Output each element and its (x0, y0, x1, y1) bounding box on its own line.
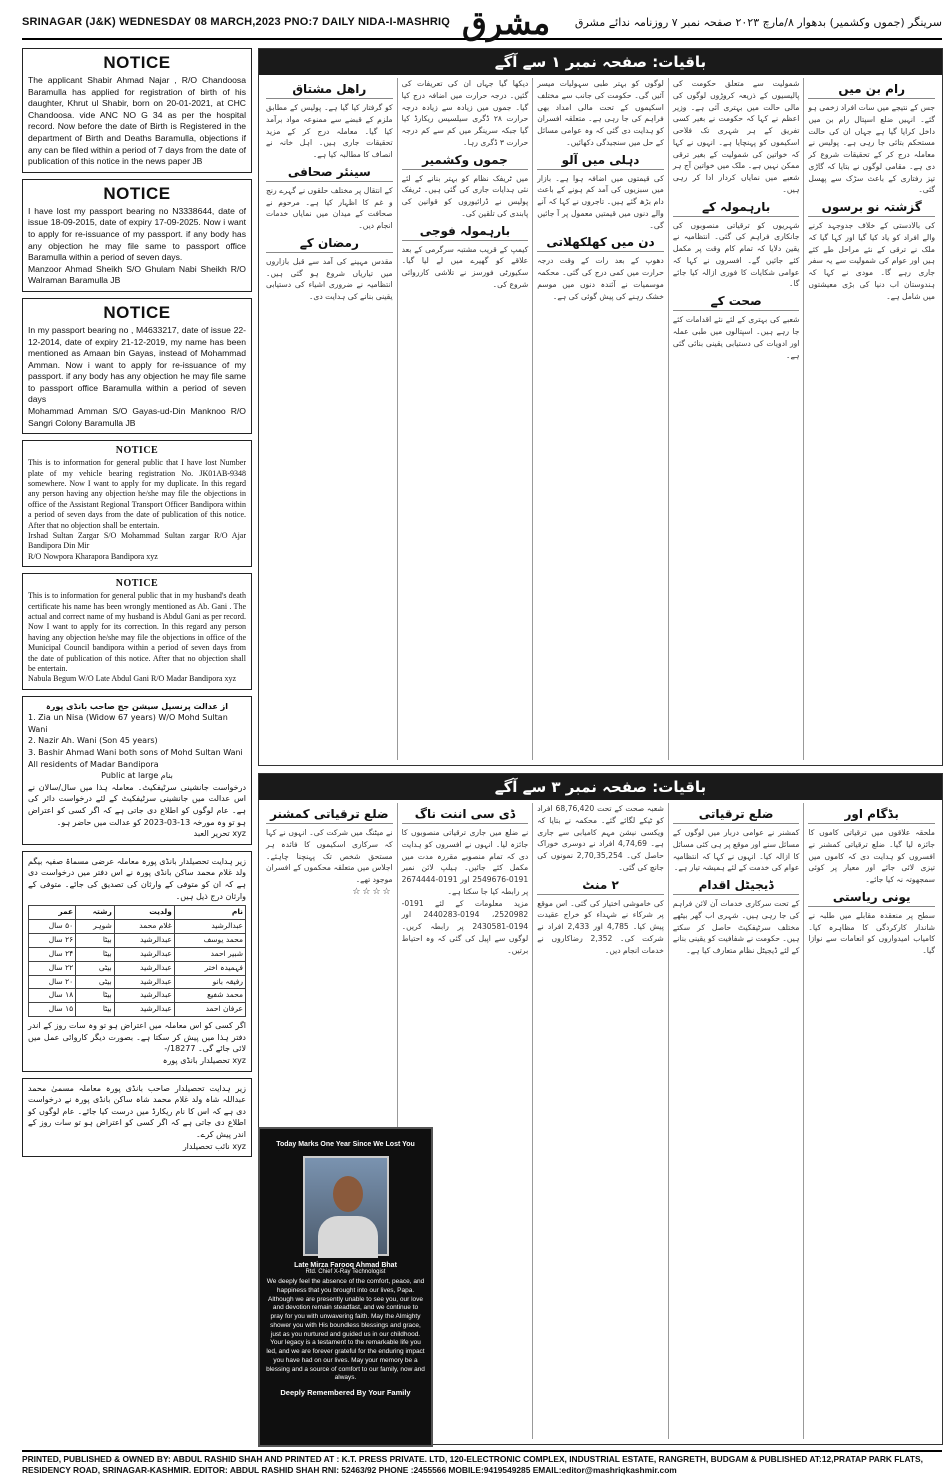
court-notice (22, 696, 252, 845)
article-column (532, 803, 668, 1439)
article-heading: سینئر صحافی (266, 165, 393, 182)
table-row (29, 947, 246, 961)
article-column (262, 78, 397, 760)
notice-body: The applicant Shabir Ahmad Najar , R/O Chandoosa Baramulla has applied for registration of birth of his daughter, Khrut ul Shabir, born on 20-01-2021, at CHC Chandoosa. vide ANC NO G 34 as per the hospital record. Now before the date of Birth is Registered in the department of Birth and Deaths Baramulla, objections if any can be filed within a period of 7 days from the date of publication of this notice in the news paper JB (28, 75, 246, 167)
cell: ۱۸ سال (29, 989, 76, 1003)
cell: رفیقہ بانو (174, 975, 245, 989)
cell: بیٹا (76, 933, 115, 947)
table-row (29, 989, 246, 1003)
table-row (29, 1003, 246, 1017)
cell: غلام محمد (114, 920, 174, 934)
article-heading: ڈیجیٹل اقدام (673, 878, 800, 895)
court-notice-vs: بنام Public at large (101, 771, 173, 781)
article-column (532, 78, 668, 760)
article-text: کیمپ کے قریب مشتبہ سرگرمی کے بعد علاقے کو گھیرے میں لے لیا گیا۔ سکیورٹی فورسز نے تلاشی کارروائی شروع کی۔ (401, 244, 529, 289)
section-banner: باقیات: صفحہ نمبر ۱ سے آگے (259, 49, 942, 75)
tehsildar-notice-2-signature: xyz نائب تحصیلدار (182, 1141, 246, 1151)
article-text: دھوپ کے بعد رات کے وقت درجہ حرارت میں کمی درج کی گئی۔ محکمہ موسمیات نے آئندہ دنوں میں موسم خشک رہنے کی پیش گوئی کی ہے۔ (537, 256, 664, 301)
tehsildar-notice-signature: xyz تحصیلدار بانڈی پورہ (162, 1055, 246, 1065)
article-text: مقدس مہینے کی آمد سے قبل بازاروں میں تیاریاں شروع ہو گئی ہیں۔ انتظامیہ نے ضروری اشیاء کی دستیابی یقینی بنانے کی ہدایت دی۔ (266, 256, 393, 302)
notice-title: NOTICE (103, 183, 171, 203)
article-text: کمشنر نے عوامی دربار میں لوگوں کے مسائل سنے اور موقع پر ہی کئی مسائل کا ازالہ کیا۔ انہوں نے کہا کہ انتظامیہ عوام کی خدمت کے لئے ہمیشہ تیار ہے۔ (672, 828, 800, 873)
cell: عرفان احمد (174, 1003, 245, 1017)
cell: بیٹا (76, 989, 115, 1003)
cell: بیٹا (76, 947, 115, 961)
cell: فہمیدہ اختر (174, 961, 245, 975)
notice-death-certificate (22, 573, 252, 690)
article-heading: ضلع ترقیاتی (673, 807, 800, 824)
notice-birth-registration (22, 48, 252, 173)
notice-body: In my passport bearing no , M4633217, date of issue 22-12-2014, date of expiry 21-12-2019, my name has been mentioned as Amaan bin Gayas, instead of Mohammad Amman. Now i want to apply for re-issuance of my passport. if any body has any objection he may file same to passport office Baramulla within a period of seven days (28, 324, 246, 405)
masthead-urdu-dateline: سرینگر (جموں وکشمیر) بدھوار ۸/مارچ ۲۰۲۳ صفحہ نمبر ۷ روزنامہ ندائے مشرق (574, 16, 942, 29)
cell: عبدالرشید (114, 1003, 174, 1017)
court-notice-signature: xyz تحریر العبد (193, 829, 246, 839)
notice-title: NOTICE (115, 445, 159, 457)
article-heading: رمضان کے (266, 236, 393, 253)
article-heading: دن میں کھلکھلاتی (537, 235, 664, 252)
notice-passport-lost (22, 179, 252, 292)
cell: عبدالرشید (114, 933, 174, 947)
article-heading: ضلع ترقیاتی کمشنر (266, 807, 393, 824)
article-text: کو گرفتار کیا گیا ہے۔ پولیس کے مطابق ملزم کے قبضے سے ممنوعہ مواد برآمد کیا گیا۔ معاملہ درج کر کے مزید تحقیقات جاری ہیں۔ اہل خانہ نے انصاف کا مطالبہ کیا ہے۔ (266, 103, 393, 160)
table-row (29, 933, 246, 947)
notice-number-plate (22, 440, 252, 567)
notice-signature: Nabula Begum W/O Late Abdul Gani R/O Madar Bandipora xyz (28, 674, 237, 684)
cell: ۲۴ سال (29, 947, 76, 961)
article-text: دیکھا گیا جہاں ان کی تعریفات کی گئیں۔ درجہ حرارت میں اضافہ درج کیا گیا۔ جموں میں زیادہ سے زیادہ درجہ حرارت ۲۸ ڈگری سیلسیس ریکارڈ کیا گیا جبکہ سرینگر میں کم سے کم درجہ حرارت ۳ ڈگری رہا۔ (401, 79, 529, 147)
tehsildar-notice-2-body: زیر ہدایت تحصیلدار صاحب بانڈی پورہ معاملہ مسمیٰ محمد عبداللہ شاہ ولد غلام محمد شاہ ساکن بانڈی پورہ نے درخواست دی ہے کہ اس کا نام ریکارڈ میں درست کیا جائے۔ عام لوگوں کو اطلاع دی جاتی ہے کہ اگر کسی کو اعتراض ہو تو سات روز کے اندر پیش کرے۔ (28, 1083, 246, 1139)
cell: بیٹی (76, 961, 115, 975)
article-heading: گزشتہ نو برسوں (808, 200, 935, 217)
article-column (668, 803, 804, 1439)
article-columns (259, 75, 942, 763)
cell: عبدالرشید (114, 961, 174, 975)
notice-title: NOTICE (103, 302, 171, 322)
article-text: کے انتقال پر مختلف حلقوں نے گہرے رنج و غم کا اظہار کیا ہے۔ مرحوم نے صحافت کے میدان میں نمایاں خدمات انجام دیں۔ (266, 185, 393, 231)
tehsildar-notice (22, 851, 252, 1072)
court-notice-head: از عدالت پرنسپل سیشن جج صاحب بانڈی پورہ (46, 701, 228, 711)
notice-signature: Mohammad Amman S/O Gayas-ud-Din Manknoo R/O Sangri Colony Baramulla JB (28, 406, 246, 428)
article-heading: ۲ منٹ (537, 878, 664, 895)
obituary-top-line: Today Marks One Year Since We Lost You (276, 1141, 415, 1148)
article-text: کی خاموشی اختیار کی گئی۔ اس موقع پر شرکاء نے شہداء کو خراج عقیدت پیش کیا۔ 4,785 اور 2,433 افراد نے شرکت کی۔ 2,352 رضاکاروں نے خدمات انجام دیں۔ (537, 898, 664, 955)
notice-body: This is to information for general public that I have lost Number plate of my vehicle bearing registration No. JK01AB-9348 somewhere. Now I want to apply for my duplicate. In this regard any person having any objection he/she may file the objections in office of the Assistant Regional Transport Officer Bandipora within a period of seven days from the date of publication of this notice. After that no objection shall be entertain. (28, 458, 246, 530)
cell: شوہر (76, 920, 115, 934)
cell: بیٹا (76, 1003, 115, 1017)
article-text: لوگوں کو بہتر طبی سہولیات میسر آئیں گی۔ حکومت کی جانب سے مختلف اسکیموں کے تحت مالی امداد بھی فراہم کی جا رہی ہے۔ متعلقہ افسران کو ہدایت دی گئی کہ وہ عوامی مسائل کے حل میں سنجیدگی دکھائیں۔ (537, 79, 664, 147)
article-text: میں ٹریفک نظام کو بہتر بنانے کے لئے نئی ہدایات جاری کی گئی ہیں۔ ٹریفک پولیس نے ڈرائیوروں کو قوانین کی پابندی کی تلقین کی۔ (401, 173, 529, 218)
article-text: کے تحت سرکاری خدمات آن لائن فراہم کی جا رہی ہیں۔ شہری اب گھر بیٹھے مختلف سرٹیفکیٹ حاصل کر سکتے ہیں۔ حکومت نے شفافیت کو یقینی بنانے کے لئے ڈیجیٹل نظام متعارف کیا ہے۔ (672, 899, 800, 956)
continuations-section-page1 (258, 48, 943, 766)
cell: ۲۲ سال (29, 961, 76, 975)
heirs-col-relation: رشتہ (76, 906, 115, 920)
article-heading: جموں وکشمیر (402, 153, 529, 170)
obituary-footer: Deeply Remembered By Your Family (280, 1388, 411, 1398)
table-row (29, 961, 246, 975)
article-text: کی بالادستی کے خلاف جدوجہد کرنے والے افراد کو یاد کیا گیا اور کہا گیا کہ ملک نے ترقی کے نئے مراحل طے کئے ہیں اور عوام کی شمولیت سے یہ سفر جاری رہے گا۔ مودی نے کہا کہ ہندوستان اب دنیا کی بڑی معیشتوں میں شامل ہے۔ (808, 221, 935, 301)
article-text: شعبے کی بہتری کے لئے نئے اقدامات کئے جا رہے ہیں۔ اسپتالوں میں طبی عملہ اور ادویات کی دستیابی یقینی بنائی گئی ہے۔ (672, 315, 800, 360)
cell: محمد یوسف (174, 933, 245, 947)
cell: عبدالرشید (114, 989, 174, 1003)
masthead-dateline: SRINAGAR (J&K) WEDNESDAY 08 MARCH,2023 PNO:7 DAILY NIDA-I-MASHRIQ (22, 16, 451, 28)
heirs-col-age: عمر (29, 906, 76, 920)
heirs-col-father: ولدیت (114, 906, 174, 920)
classifieds-column (22, 48, 252, 1163)
court-notice-name-1: 1. Zia un Nisa (Widow 67 years) W/O Mohd Sultan Wani (28, 713, 228, 734)
portrait-photo (303, 1156, 389, 1256)
cell: ۱۵ سال (29, 1003, 76, 1017)
table-row (29, 975, 246, 989)
notice-title: NOTICE (103, 53, 171, 72)
article-text: سطح پر منعقدہ مقابلے میں طلبہ نے شاندار کارکردگی کا مظاہرہ کیا۔ کامیاب امیدواروں کو انعامات سے نوازا گیا۔ (808, 910, 935, 956)
article-heading: راھل مشتاق (266, 82, 393, 99)
article-column (668, 78, 804, 760)
imprint-footer: PRINTED, PUBLISHED & OWNED BY: ABDUL RASHID SHAH AND PRINTED AT : K.T. PRESS PRIVATE. LTD, 120-ELECTRONIC COMPLEX, INDUSTRIAL ESTATE, RANGRETH, BUDGAM & PUBLISHED AT:12,PRATAP PARK FLATS, RESIDENCY ROAD, SRINAGAR-KASHMIR. EDITOR: ABDUL RASHID SHAH RNI: 52463/92 PHONE :2455566 MOBILE:9419549285 EMAIL:editor@mashriqkashmir.com (22, 1450, 942, 1477)
notice-title: NOTICE (115, 578, 159, 590)
article-heading: بڈگام اور (808, 807, 935, 824)
article-column (803, 803, 939, 1439)
notice-signature: Irshad Sultan Zargar S/O Mohammad Sultan zargar R/O Ajar Bandipora Din Mir R/O Nowpora Kharapora Bandipora xyz (28, 530, 246, 561)
obituary-message: We deeply feel the absence of the comfort, peace, and happiness that you brought into our lives, Papa. Although we are presently unable to see you, our love and devotion remain steadfast, and we continue to pray for you with unwavering faith. May the Almighty shower you with His boundless blessings and grace, just as you nurtured and guided us in our childhood. Your legacy is a testament to the remarkable life you led, and we are forever grateful for the enduring impact you have had on our lives. May your memory be a blessing and a source of comfort to our family, now and always. (266, 1278, 425, 1382)
article-heading: رام بن میں (808, 82, 935, 99)
notice-signature: Manzoor Ahmad Sheikh S/O Ghulam Nabi Sheikh R/O Walraman Baramulla JB (28, 263, 246, 286)
tehsildar-notice-body: زیر ہدایت تحصیلدار بانڈی پورہ معاملہ عرضی مسماۃ صفیہ بیگم ولد غلام محمد ساکن بانڈی پورہ نے اس دفتر میں درخواست دی ہے کہ ان کو متوفی کے وارثان کی تصدیق کی جائے۔ متوفی کے وارثان درج ذیل ہیں۔ (28, 856, 246, 901)
article-text: مزید معلومات کے لئے 0191-2520982، 0194-2440283 اور 0194-2430581 پر رابطہ کریں۔ لوگوں سے اپیل کی گئی کہ وہ احتیاط برتیں۔ (401, 898, 529, 955)
cell: عبدالرشید (114, 975, 174, 989)
notice-passport-name (22, 298, 252, 434)
article-text: کی قیمتوں میں اضافہ ہوا ہے۔ بازار میں سبزیوں کی آمد کم ہونے کے باعث دام بڑھ گئے ہیں۔ تاجروں نے کہا کہ آنے والے دنوں میں قیمتیں معمول پر آ جائیں گی۔ (537, 173, 664, 230)
cell: عبدالرشید (114, 947, 174, 961)
court-notice-name-3: 3. Bashir Ahmad Wani both sons of Mohd Sultan Wani All residents of Madar Bandipora (28, 748, 243, 769)
portrait-head (333, 1176, 363, 1212)
table-row (29, 920, 246, 934)
article-text: شعبہ صحت کے تحت 68,76,420 افراد کو ٹیکے لگائے گئے۔ محکمہ نے بتایا کہ ویکسی نیشن مہم کامیابی سے جاری ہے۔ 4,74,69 افراد نے دوسری خوراک حاصل کی۔ 2,70,35,254 نمونوں کی جانچ کی گئی۔ (537, 804, 664, 872)
obituary-role: Rtd. Chief X-Ray Technologist (305, 1269, 386, 1275)
heirs-table (28, 905, 246, 1017)
article-heading: صحت کے (673, 294, 800, 311)
tehsildar-notice-tail: اگر کسی کو اس معاملہ میں اعتراض ہو تو وہ سات روز کے اندر دفتر ہذا میں پیش کر سکتا ہے۔ بصورت دیگر کاروائی عمل میں لائی جائے گی۔ 18277/- (28, 1021, 246, 1054)
tehsildar-notice-2 (22, 1078, 252, 1158)
portrait-body (318, 1216, 378, 1258)
article-heading: بارہمولہ کے (673, 200, 800, 217)
court-notice-name-2: 2. Nazir Ah. Wani (Son 45 years) (28, 736, 158, 746)
section-banner: باقیات: صفحہ نمبر ۳ سے آگے (259, 774, 942, 800)
article-column (803, 78, 939, 760)
article-heading: یونی ریاستی (808, 890, 935, 907)
cell: ۲۰ سال (29, 975, 76, 989)
notice-body: I have lost my passport bearing no N3338644, date of issue 18-09-2015, date of expiry 17-09-2025. Now i want to apply for re-issuance of my passport. if any body has any objection he may file same to passport office Baramulla within a period of seven days. (28, 205, 246, 263)
cell: ۲۶ سال (29, 933, 76, 947)
cell: بیٹی (76, 975, 115, 989)
article-text: شہریوں کو ترقیاتی منصوبوں کی جانکاری فراہم کی گئی۔ انتظامیہ نے یقین دلایا کہ تمام کام وقت پر مکمل کئے جائیں گے۔ افسروں نے کہا کہ عوامی شکایات کا فوری ازالہ کیا جائے گا۔ (672, 220, 800, 289)
article-text: ملحقہ علاقوں میں ترقیاتی کاموں کا جائزہ لیا گیا۔ ضلع ترقیاتی کمشنر نے افسروں کو ہدایت دی کہ کاموں میں تیزی لائی جائے اور معیار پر کوئی سمجھوتہ نہ کیا جائے۔ (808, 828, 935, 885)
notice-body: This is to information for general public that in my husband's death certificate his name has been wrongly mentioned as Ab. Gani . The actual and correct name of my husband is Abdul Gani as per record. Now I want to apply for its correction. In this regard any person having any objection he/she may file the objections in office of the Municipal Council bandipora within a period of seven days from the date of publication of this notice. After that no objection shall be entertain. (28, 591, 246, 673)
cell: محمد شفیع (174, 989, 245, 1003)
article-text: جس کے نتیجے میں سات افراد زخمی ہو گئے۔ انہیں ضلع اسپتال رام بن میں داخل کرایا گیا ہے جہاں ان کی حالت مستحکم بتائی جا رہی ہے۔ پولیس نے معاملہ درج کر کے تحقیقات شروع کر دی ہے۔ مقامی لوگوں نے بتایا کہ گاڑی تیز رفتاری کے باعث سڑک سے پھسل گئی۔ (808, 103, 935, 195)
obituary-ad (258, 1127, 433, 1447)
article-heading: دہلی میں آلو (537, 153, 664, 170)
obituary-name: Late Mirza Farooq Ahmad Bhat (294, 1262, 397, 1269)
heirs-col-name: نام (174, 906, 245, 920)
article-text: شمولیت سے متعلق حکومت کی پالیسیوں کے ذریعہ کروڑوں لوگوں کی مالی حالت میں بہتری آئی ہے۔ وزیر اعظم نے کہا کہ حکومت نے بغیر کسی تفریق کے ہر شہری تک فلاحی اسکیموں کو پہنچایا ہے۔ انہوں نے کہا کہ خواتین کی شمولیت کے بغیر ترقی ممکن نہیں ہے۔ ملک میں خواتین آج ہر شعبے میں نمایاں کردار ادا کر رہی ہیں۔ (672, 79, 800, 194)
article-column (397, 78, 533, 760)
star-divider: ☆☆☆☆ (352, 886, 393, 897)
article-heading: ڈی سی اننت ناگ (402, 807, 529, 824)
article-text: نے میٹنگ میں شرکت کی۔ انہوں نے کہا کہ سرکاری اسکیموں کا فائدہ ہر مستحق شخص تک پہنچنا چاہئے۔ اجلاس میں متعلقہ محکموں کے افسران موجود تھے۔ (266, 828, 393, 885)
court-notice-body: درخواست جانشینی سرٹیفکیٹ۔ معاملہ ہذا میں سال/سالان نے اس عدالت میں جانشینی سرٹیفکیٹ کے لئے درخواست دائر کی ہے۔ عام لوگوں کو اطلاع دی جاتی ہے کہ اگر کسی کو اعتراض ہو تو وہ مورخہ 13-03-2023 کو عدالت میں حاضر ہو۔ (28, 782, 246, 827)
article-text: نے ضلع میں جاری ترقیاتی منصوبوں کا جائزہ لیا۔ انہوں نے افسروں کو ہدایت دی کہ تمام منصوبے مقررہ مدت میں مکمل کئے جائیں۔ ہیلپ لائن نمبر 0191-2549676 اور 0191-2674444 پر رابطہ کیا جا سکتا ہے۔ (401, 828, 529, 896)
cell: شبیر احمد (174, 947, 245, 961)
masthead (22, 6, 942, 40)
newspaper-logo: مشرق (462, 4, 551, 42)
article-heading: بارہمولہ فوجی (402, 224, 529, 241)
cell: ۵۰ سال (29, 920, 76, 934)
cell: عبدالرشید (174, 920, 245, 934)
